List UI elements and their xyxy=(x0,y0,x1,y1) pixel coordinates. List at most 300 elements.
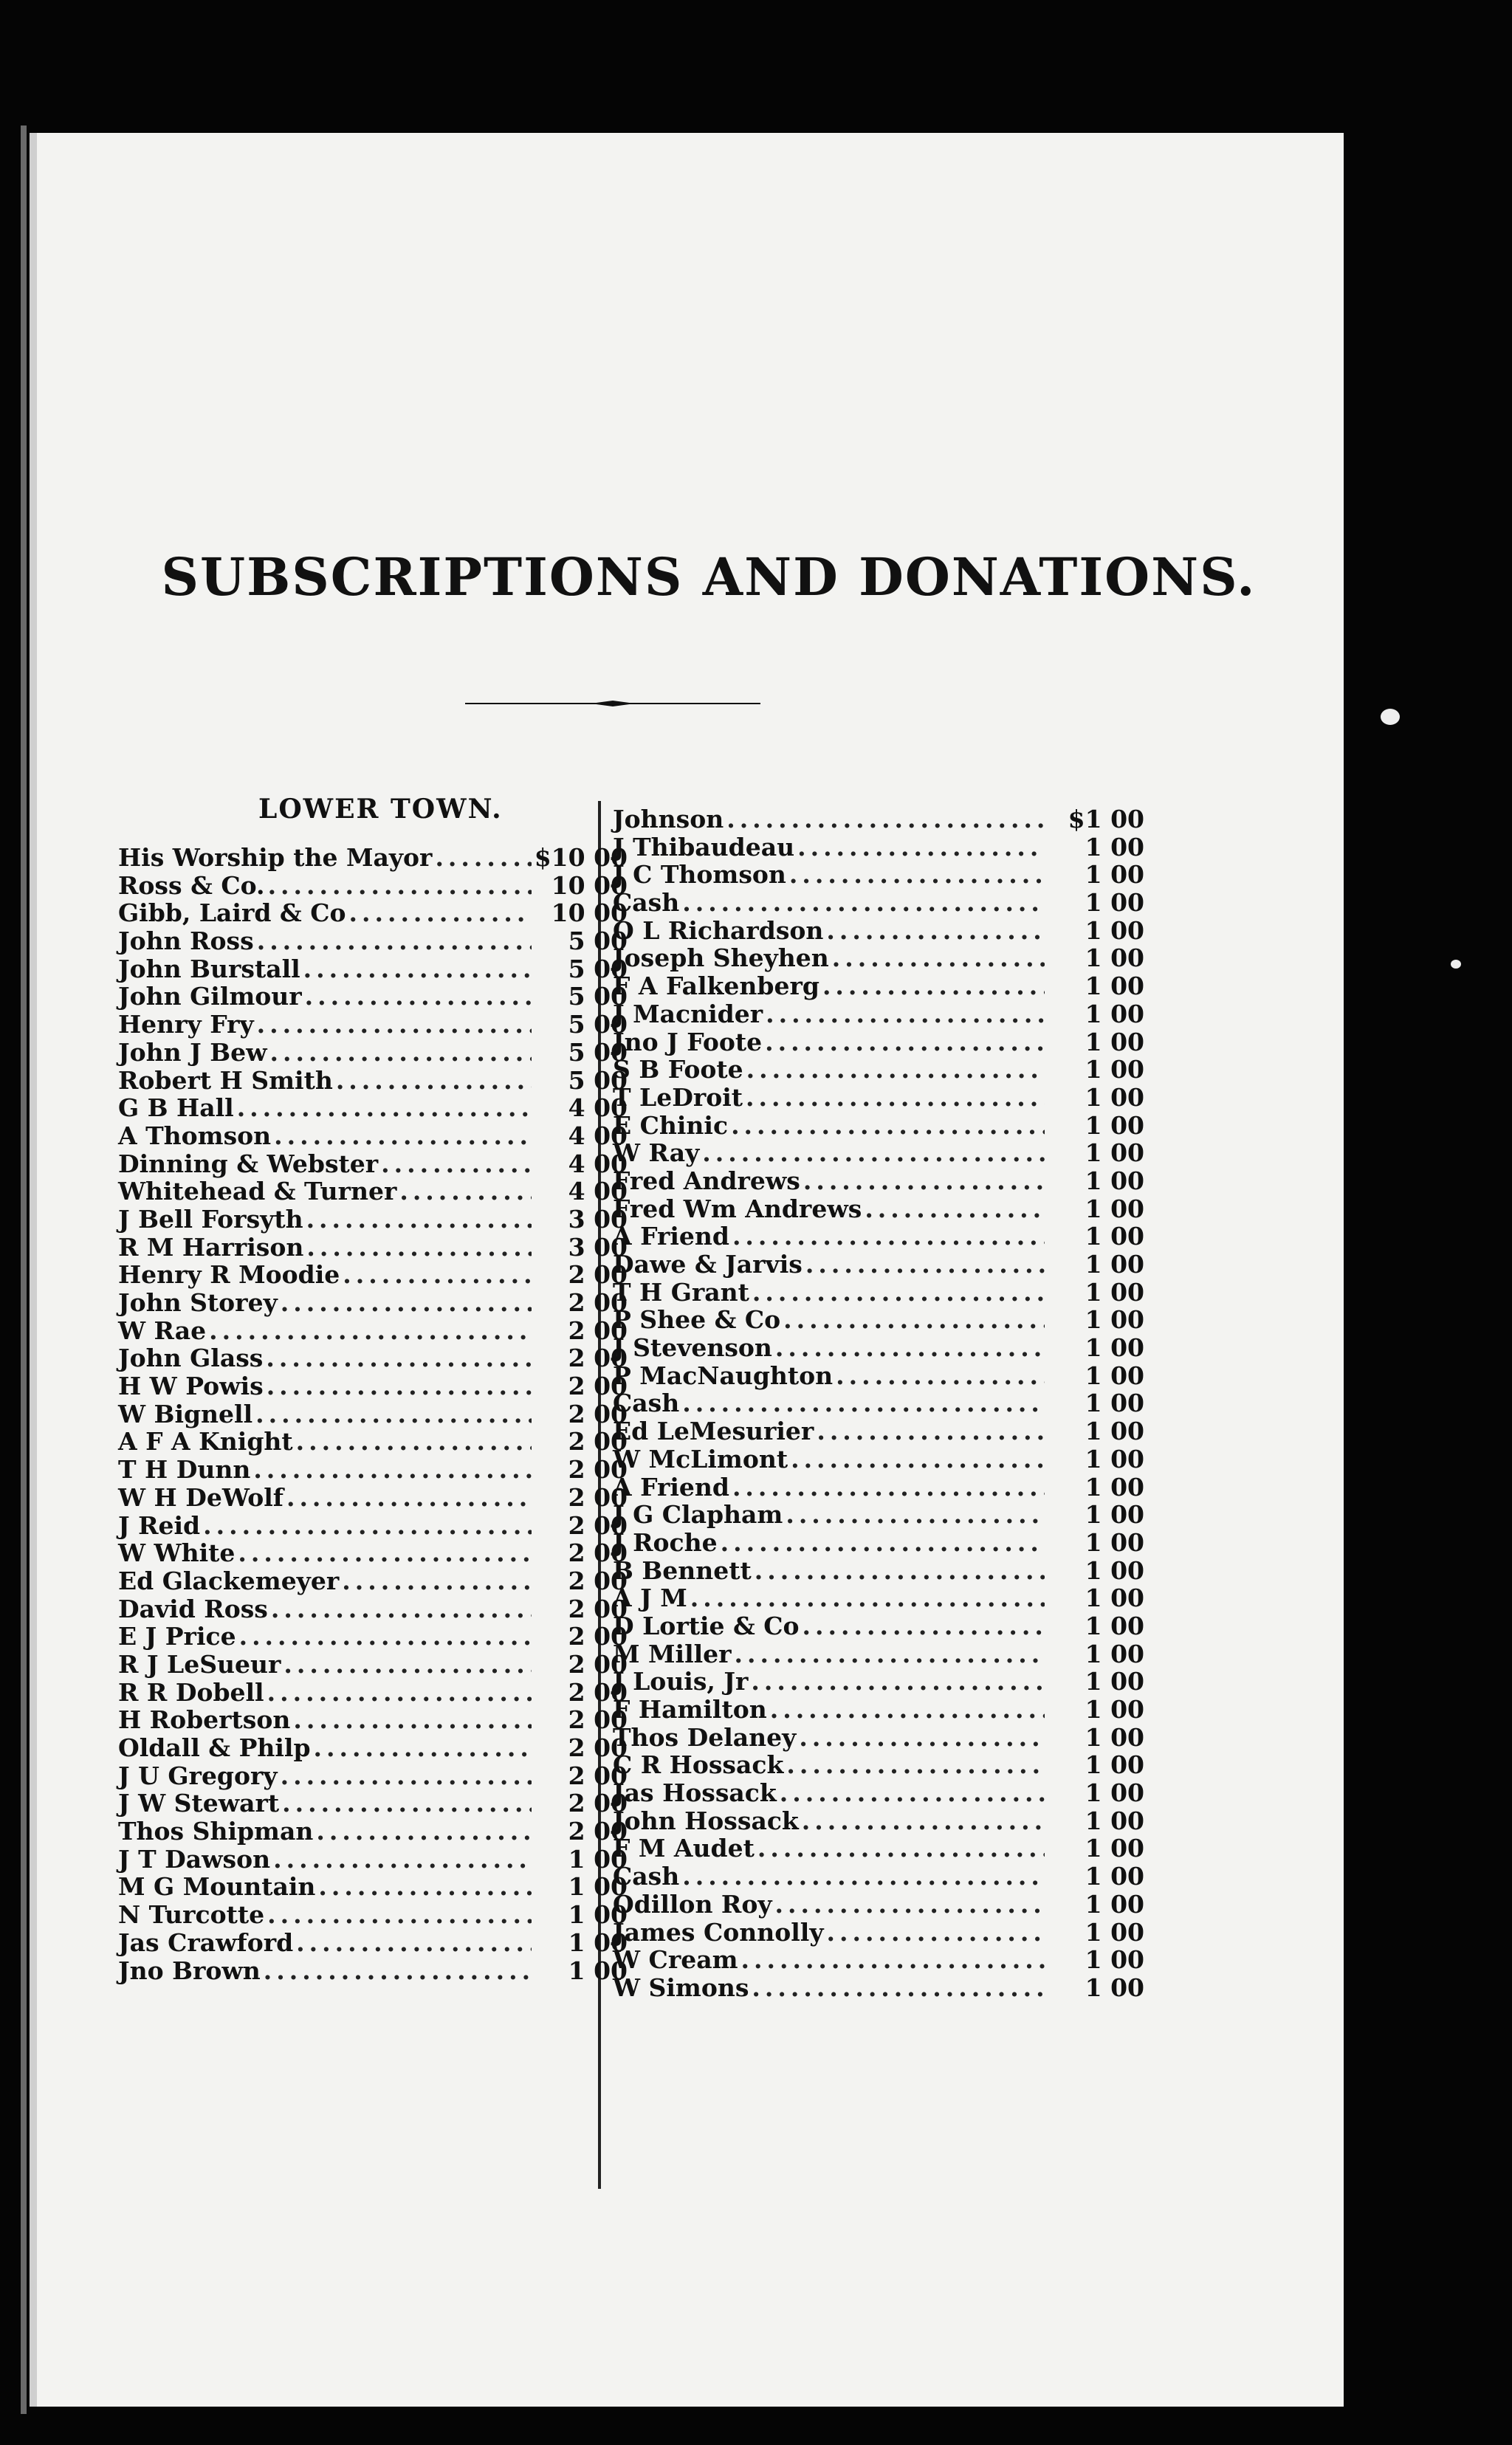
subscription-entry xyxy=(613,1473,1144,1501)
subscription-amount: 2 00 xyxy=(568,1482,628,1512)
subscriber-name: John J Bew xyxy=(118,1037,267,1067)
subscriber-name: Thos Shipman xyxy=(118,1817,314,1846)
subscription-amount: 1 00 xyxy=(1085,1695,1144,1724)
ornamental-rule xyxy=(465,700,760,707)
subscription-amount: 2 00 xyxy=(568,1510,628,1540)
subscription-entry xyxy=(118,1455,628,1483)
subscription-amount: 1 00 xyxy=(1085,1862,1144,1891)
subscription-amount: 1 00 xyxy=(1085,1138,1144,1168)
page-title: SUBSCRIPTIONS AND DONATIONS. xyxy=(161,546,1257,608)
subscription-amount: 2 00 xyxy=(568,1344,628,1373)
subscriber-name: N Turcotte xyxy=(118,1900,265,1930)
subscriber-name: W Ray xyxy=(613,1138,700,1168)
subscriber-name: Fred Wm Andrews xyxy=(613,1194,862,1223)
subscription-amount: 1 00 xyxy=(1085,1444,1144,1473)
subscription-amount: 10 00 xyxy=(551,898,628,928)
subscription-entry xyxy=(118,1260,628,1288)
subscription-amount: 2 00 xyxy=(568,1789,628,1818)
subscriber-name: Jas Hossack xyxy=(613,1778,777,1808)
subscription-amount: 5 00 xyxy=(568,1010,628,1039)
dot-leader xyxy=(757,1834,1045,1863)
subscription-amount: 1 00 xyxy=(1085,1945,1144,1975)
subscription-entry xyxy=(118,1595,628,1623)
subscriber-name: J G Clapham xyxy=(613,1500,783,1530)
dot-leader xyxy=(281,1288,532,1317)
subscription-amount: 1 00 xyxy=(1085,1527,1144,1557)
dot-leader xyxy=(435,843,532,872)
subscription-entry xyxy=(118,1316,628,1344)
subscription-amount: 1 00 xyxy=(1085,1250,1144,1279)
subscriber-name: W McLimont xyxy=(613,1444,788,1473)
subscription-entry xyxy=(613,972,1144,1000)
subscription-entry xyxy=(118,1956,628,1984)
subscriber-name: A Friend xyxy=(613,1472,729,1502)
subscription-amount: 5 00 xyxy=(568,1065,628,1095)
subscriber-name: J Macnider xyxy=(613,999,763,1028)
subscriber-name: H Robertson xyxy=(118,1705,291,1735)
subscription-entry xyxy=(118,982,628,1010)
subscription-entry xyxy=(118,1010,628,1038)
dot-leader xyxy=(270,1038,532,1067)
subscription-amount: 1 00 xyxy=(1085,832,1144,862)
subscriber-name: John Hossack xyxy=(613,1806,799,1835)
dot-leader xyxy=(282,1789,532,1818)
subscriber-name: W White xyxy=(118,1538,236,1568)
subscription-amount: 1 00 xyxy=(1085,1722,1144,1752)
subscription-entry xyxy=(118,1344,628,1372)
dot-leader xyxy=(303,955,532,983)
subscription-entry xyxy=(613,1862,1144,1890)
dot-leader xyxy=(203,1511,532,1540)
subscription-entry xyxy=(613,1556,1144,1584)
dot-leader xyxy=(803,1166,1045,1195)
subscriber-name: J C Thomson xyxy=(613,860,786,890)
left-subscription-list xyxy=(118,843,628,1984)
subscription-entry xyxy=(613,1695,1144,1723)
subscriber-name: R R Dobell xyxy=(118,1677,264,1707)
subscriber-name: W Cream xyxy=(613,1945,738,1975)
dot-leader xyxy=(755,1556,1045,1585)
subscription-amount: 1 00 xyxy=(1085,1389,1144,1418)
subscription-amount: 2 00 xyxy=(568,1288,628,1317)
subscriber-name: W Rae xyxy=(118,1316,207,1345)
subscription-entry xyxy=(613,1528,1144,1556)
subscription-amount: 1 00 xyxy=(568,1844,628,1874)
subscription-entry xyxy=(613,1111,1144,1139)
subscription-entry xyxy=(118,1789,628,1817)
dot-leader xyxy=(257,1010,532,1039)
subscription-entry xyxy=(613,1250,1144,1278)
subscription-amount: 2 00 xyxy=(568,1260,628,1290)
subscriber-name: S B Foote xyxy=(613,1055,743,1084)
dot-leader xyxy=(293,1705,532,1734)
dot-leader xyxy=(267,1372,532,1400)
subscription-amount: 1 00 xyxy=(1085,1917,1144,1947)
subscriber-name: Fred Andrews xyxy=(613,1166,800,1195)
subscription-amount: 1 00 xyxy=(1085,1166,1144,1195)
subscriber-name: John Burstall xyxy=(118,954,300,983)
dot-leader xyxy=(267,1900,532,1929)
dot-leader xyxy=(746,1083,1045,1112)
subscription-entry xyxy=(613,1305,1144,1333)
subscription-entry xyxy=(613,1194,1144,1222)
dot-leader xyxy=(765,1028,1045,1056)
subscriber-name: D Lortie & Co xyxy=(613,1611,800,1640)
subscription-entry xyxy=(613,1389,1144,1417)
subscription-amount: 1 00 xyxy=(1085,999,1144,1028)
subscription-amount: 1 00 xyxy=(1085,1110,1144,1140)
dot-leader xyxy=(305,982,532,1011)
subscription-amount: 4 00 xyxy=(568,1149,628,1178)
subscription-amount: 4 00 xyxy=(568,1121,628,1150)
subscription-entry xyxy=(118,1427,628,1455)
subscriber-name: J Roche xyxy=(613,1527,718,1557)
subscriber-name: Jno J Foote xyxy=(613,1027,763,1056)
subscription-amount: 1 00 xyxy=(1085,1611,1144,1640)
subscription-amount: 1 00 xyxy=(1085,1639,1144,1668)
dot-leader xyxy=(268,871,532,900)
dot-leader xyxy=(316,1817,532,1846)
subscription-entry xyxy=(118,1121,628,1149)
dot-leader xyxy=(802,1806,1045,1835)
subscriber-name: J Stevenson xyxy=(613,1333,772,1363)
dot-leader xyxy=(735,1640,1045,1668)
dot-leader xyxy=(255,1400,532,1428)
subscription-entry xyxy=(118,1233,628,1261)
subscription-amount: 3 00 xyxy=(568,1232,628,1262)
subscription-entry xyxy=(613,1834,1144,1862)
subscriber-name: Whitehead & Turner xyxy=(118,1177,397,1206)
subscription-entry xyxy=(118,1622,628,1650)
dot-leader xyxy=(296,1928,532,1957)
subscriber-name: J Bell Forsyth xyxy=(118,1204,303,1234)
subscription-amount: 10 00 xyxy=(551,870,628,900)
subscription-amount: 2 00 xyxy=(568,1817,628,1846)
subscriber-name: Thos Delaney xyxy=(613,1722,797,1752)
subscription-amount: 1 00 xyxy=(1085,1417,1144,1446)
subscription-entry xyxy=(613,1278,1144,1306)
subscription-amount: 4 00 xyxy=(568,1177,628,1206)
subscriber-name: James Connolly xyxy=(613,1917,824,1947)
subscription-amount: 1 00 xyxy=(1085,1500,1144,1530)
subscription-amount: 1 00 xyxy=(1085,1778,1144,1808)
subscription-entry xyxy=(613,1778,1144,1806)
subscription-entry xyxy=(118,1093,628,1121)
subscription-entry xyxy=(118,1149,628,1177)
dot-leader xyxy=(822,972,1045,1000)
subscriber-name: F M Audet xyxy=(613,1834,755,1863)
subscriber-name: Dinning & Webster xyxy=(118,1149,379,1178)
subscription-amount: 1 00 xyxy=(1085,1583,1144,1613)
subscription-amount: 3 00 xyxy=(568,1204,628,1234)
subscription-entry xyxy=(613,1083,1144,1111)
subscriber-name: O L Richardson xyxy=(613,915,824,945)
subscription-entry xyxy=(613,916,1144,944)
subscription-entry xyxy=(613,1667,1144,1695)
subscriber-name: A F A Knight xyxy=(118,1427,293,1457)
dot-leader xyxy=(682,1389,1045,1417)
subscription-entry xyxy=(118,1761,628,1789)
subscription-amount: 1 00 xyxy=(1085,1055,1144,1084)
document-page xyxy=(30,133,1344,2407)
dot-leader xyxy=(791,1445,1045,1473)
subscription-entry xyxy=(118,1900,628,1928)
subscription-amount: 1 00 xyxy=(1085,860,1144,890)
subscriber-name: A J M xyxy=(613,1583,687,1613)
subscriber-name: Oldall & Philp xyxy=(118,1733,311,1762)
subscriber-name: F A Falkenberg xyxy=(613,972,819,1001)
subscriber-name: A Friend xyxy=(613,1222,729,1251)
subscription-entry xyxy=(613,1723,1144,1751)
dot-leader xyxy=(775,1890,1045,1919)
subscriber-name: Ross & Co. xyxy=(118,870,265,900)
subscriber-name: David Ross xyxy=(118,1594,268,1623)
subscription-amount: 2 00 xyxy=(568,1705,628,1735)
dot-leader xyxy=(752,1973,1045,2002)
subscriber-name: Joseph Sheyhen xyxy=(613,943,829,973)
subscriber-name: Cash xyxy=(613,1862,680,1891)
dot-leader xyxy=(783,1305,1045,1334)
subscription-entry xyxy=(613,833,1144,861)
subscription-entry xyxy=(118,898,628,926)
subscription-amount: 2 00 xyxy=(568,1316,628,1345)
subscription-amount: 1 00 xyxy=(1085,1305,1144,1335)
subscription-amount: 1 00 xyxy=(568,1956,628,1985)
scan-speck xyxy=(1381,709,1400,725)
dot-leader xyxy=(343,1260,532,1289)
dot-leader xyxy=(775,1333,1045,1362)
dot-leader xyxy=(314,1733,532,1762)
subscription-entry xyxy=(118,1817,628,1845)
subscription-entry xyxy=(118,1650,628,1678)
subscription-amount: 2 00 xyxy=(568,1622,628,1651)
subscription-entry xyxy=(613,1028,1144,1056)
dot-leader xyxy=(239,1622,532,1651)
dot-leader xyxy=(257,926,532,955)
subscription-amount: 2 00 xyxy=(568,1455,628,1485)
subscriber-name: Cash xyxy=(613,888,680,918)
dot-leader xyxy=(803,1612,1045,1640)
subscription-entry xyxy=(118,1288,628,1316)
dot-leader xyxy=(732,1473,1045,1502)
subscription-entry xyxy=(613,1973,1144,2001)
subscription-entry xyxy=(613,805,1144,833)
subscription-entry xyxy=(118,871,628,899)
dot-leader xyxy=(732,1222,1045,1251)
subscription-amount: 2 00 xyxy=(568,1594,628,1623)
subscription-entry xyxy=(118,1372,628,1400)
subscription-amount: 2 00 xyxy=(568,1427,628,1457)
dot-leader xyxy=(690,1583,1045,1612)
subscriber-name: John Storey xyxy=(118,1288,278,1317)
subscriber-name: M G Mountain xyxy=(118,1872,316,1902)
subscription-amount: 1 00 xyxy=(1085,1834,1144,1863)
dot-leader xyxy=(786,1500,1045,1529)
dot-leader xyxy=(348,898,532,927)
dot-leader xyxy=(721,1528,1045,1557)
subscriber-name: P MacNaughton xyxy=(613,1361,834,1390)
subscription-amount: 1 00 xyxy=(1085,1555,1144,1585)
subscription-entry xyxy=(613,1166,1144,1194)
dot-leader xyxy=(741,1945,1045,1974)
dot-leader xyxy=(702,1138,1045,1167)
subscription-entry xyxy=(613,1361,1144,1389)
subscriber-name: J Thibaudeau xyxy=(613,832,795,862)
subscription-amount: 2 00 xyxy=(568,1399,628,1428)
dot-leader xyxy=(381,1149,532,1178)
section-heading: LOWER TOWN. xyxy=(258,794,503,825)
subscriber-name: G B Hall xyxy=(118,1093,234,1123)
subscriber-name: F Hamilton xyxy=(613,1695,767,1724)
subscriber-name: C R Hossack xyxy=(613,1750,784,1780)
subscription-entry xyxy=(118,1567,628,1595)
subscription-amount: 2 00 xyxy=(568,1677,628,1707)
subscription-entry xyxy=(118,1038,628,1066)
subscriber-name: Jno Brown xyxy=(118,1956,261,1985)
dot-leader xyxy=(306,1205,532,1234)
subscription-entry xyxy=(613,1806,1144,1834)
subscription-amount: 1 00 xyxy=(568,1900,628,1930)
dot-leader xyxy=(271,1595,532,1623)
subscriber-name: R J LeSueur xyxy=(118,1649,281,1679)
right-subscription-list xyxy=(613,805,1144,2001)
subscriber-name: H W Powis xyxy=(118,1372,264,1401)
subscription-entry xyxy=(118,1872,628,1900)
subscription-amount: 5 00 xyxy=(568,954,628,983)
dot-leader xyxy=(336,1066,532,1095)
subscriber-name: E Chinic xyxy=(613,1110,729,1140)
subscriber-name: W Bignell xyxy=(118,1399,253,1428)
dot-leader xyxy=(836,1361,1045,1390)
subscription-entry xyxy=(613,1890,1144,1918)
dot-leader xyxy=(826,916,1045,945)
dot-leader xyxy=(281,1761,532,1790)
subscriber-name: J U Gregory xyxy=(118,1761,278,1790)
dot-leader xyxy=(726,805,1045,833)
subscription-entry xyxy=(613,1445,1144,1473)
subscription-amount: 2 00 xyxy=(568,1538,628,1568)
dot-leader xyxy=(274,1121,532,1150)
dot-leader xyxy=(266,1344,532,1372)
subscription-amount: 2 00 xyxy=(568,1372,628,1401)
subscriber-name: J Reid xyxy=(118,1510,201,1540)
subscription-entry xyxy=(613,1918,1144,1946)
subscription-entry xyxy=(118,1928,628,1956)
subscription-entry xyxy=(613,1640,1144,1668)
dot-leader xyxy=(827,1918,1045,1947)
dot-leader xyxy=(273,1845,532,1874)
subscriber-name: His Worship the Mayor xyxy=(118,843,433,872)
subscription-entry xyxy=(613,860,1144,888)
subscriber-name: Robert H Smith xyxy=(118,1065,333,1095)
subscriber-name: J T Dawson xyxy=(118,1844,271,1874)
dot-leader xyxy=(752,1278,1045,1307)
subscriber-name: E J Price xyxy=(118,1622,236,1651)
subscription-entry xyxy=(118,1705,628,1733)
dot-leader xyxy=(399,1177,532,1206)
subscriber-name: R M Harrison xyxy=(118,1232,304,1262)
subscriber-name: Johnson xyxy=(613,805,724,833)
subscriber-name: A Thomson xyxy=(118,1121,272,1150)
subscription-entry xyxy=(118,1066,628,1094)
dot-leader xyxy=(865,1194,1045,1223)
dot-leader xyxy=(786,1750,1045,1779)
dot-leader xyxy=(264,1956,532,1985)
subscriber-name: B Bennett xyxy=(613,1555,752,1585)
dot-leader xyxy=(731,1111,1045,1140)
subscription-entry xyxy=(613,1583,1144,1612)
subscription-entry xyxy=(613,1612,1144,1640)
subscriber-name: M Miller xyxy=(613,1639,732,1668)
subscription-amount: 2 00 xyxy=(568,1761,628,1790)
subscription-amount: 1 00 xyxy=(1085,1082,1144,1112)
dot-leader xyxy=(746,1055,1045,1084)
dot-leader xyxy=(817,1417,1045,1445)
scan-speck xyxy=(1451,960,1461,969)
subscription-entry xyxy=(613,1417,1144,1445)
subscription-amount: 4 00 xyxy=(568,1093,628,1123)
subscriber-name: T LeDroit xyxy=(613,1082,743,1112)
dot-leader xyxy=(789,860,1045,889)
book-spine xyxy=(21,125,27,2414)
subscriber-name: T H Grant xyxy=(613,1277,749,1307)
dot-leader xyxy=(805,1250,1045,1279)
dot-leader xyxy=(237,1093,532,1122)
subscription-entry xyxy=(613,1138,1144,1166)
subscription-amount: 1 00 xyxy=(1085,1472,1144,1502)
subscription-entry xyxy=(118,955,628,983)
dot-leader xyxy=(267,1678,532,1707)
dot-leader xyxy=(306,1233,532,1262)
subscription-amount: 1 00 xyxy=(1085,1750,1144,1780)
subscription-amount: 1 00 xyxy=(1085,1333,1144,1363)
subscription-amount: 1 00 xyxy=(1085,1667,1144,1696)
subscription-amount: 1 00 xyxy=(1085,1277,1144,1307)
subscriber-name: W H DeWolf xyxy=(118,1482,284,1512)
subscription-amount: 1 00 xyxy=(1085,1806,1144,1835)
subscription-amount: 1 00 xyxy=(1085,943,1144,973)
subscriber-name: Cash xyxy=(613,1389,680,1418)
subscriber-name: John Glass xyxy=(118,1344,264,1373)
subscription-entry xyxy=(613,1945,1144,1973)
subscriber-name: John Ross xyxy=(118,926,254,956)
subscription-amount: 2 00 xyxy=(568,1649,628,1679)
subscriber-name: Jas Crawford xyxy=(118,1928,294,1957)
subscription-amount: 5 00 xyxy=(568,926,628,956)
dot-leader xyxy=(766,1000,1045,1028)
dot-leader xyxy=(682,888,1045,917)
subscriber-name: Dawe & Jarvis xyxy=(613,1250,803,1279)
subscription-entry xyxy=(118,1400,628,1428)
subscription-entry xyxy=(613,1222,1144,1250)
subscription-entry xyxy=(118,1205,628,1233)
subscriber-name: J W Stewart xyxy=(118,1789,280,1818)
subscription-entry xyxy=(613,1000,1144,1028)
dot-leader xyxy=(797,833,1045,862)
dot-leader xyxy=(799,1723,1045,1752)
dot-leader xyxy=(209,1316,532,1345)
subscriber-name: John Gilmour xyxy=(118,982,302,1011)
subscription-entry xyxy=(118,1483,628,1511)
subscription-amount: 1 00 xyxy=(1085,915,1144,945)
dot-leader xyxy=(770,1695,1045,1724)
subscription-entry xyxy=(118,1678,628,1706)
subscription-entry xyxy=(118,843,628,871)
subscription-entry xyxy=(118,1538,628,1567)
subscription-amount: 1 00 xyxy=(1085,972,1144,1001)
subscriber-name: T H Dunn xyxy=(118,1455,251,1485)
dot-leader xyxy=(832,943,1045,972)
